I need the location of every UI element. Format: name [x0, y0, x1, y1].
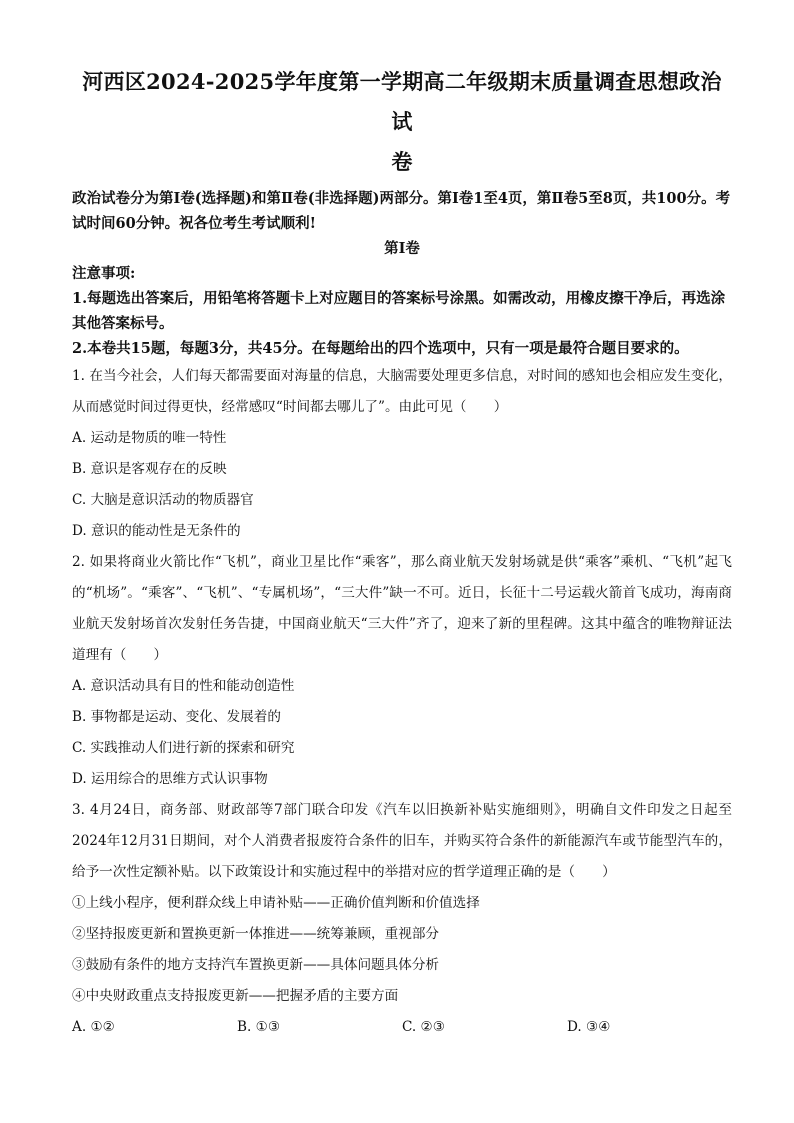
- option-d: D. 意识的能动性是无条件的: [72, 523, 241, 539]
- notice-item-1: 1.每题选出答案后，用铅笔将答题卡上对应题目的答案标号涂黑。如需改动，用橡皮擦干净后，再选涂其他答案标号。: [72, 290, 726, 332]
- option-b: B. 意识是客观存在的反映: [72, 461, 227, 477]
- notice-heading: 注意事项:: [72, 265, 136, 282]
- statement-3: ③鼓励有条件的地方支持汽车置换更新——具体问题具体分析: [72, 957, 440, 973]
- exam-page: [72, 0, 732, 1043]
- option-a: A. 运动是物质的唯一特性: [72, 430, 227, 446]
- option-c: C. 实践推动人们进行新的探索和研究: [72, 740, 295, 756]
- question-stem: 2. 如果将商业火箭比作“飞机”，商业卫星比作“乘客”，那么商业航天发射场就是供“乘客”乘机、“飞机”起飞的“机场”。“乘客”、“飞机”、“专属机场”，“三大件”缺一不可。近日，长征十二号运载火箭首飞成功，海南商业航天发射场首次发射任务告捷，中国商业航天“三大件”齐了，迎来了新的里程碑。这其中蕴含的唯物辩证法道理有（ ）: [72, 554, 732, 663]
- question-stem: 1. 在当今社会，人们每天都需要面对海量的信息，大脑需要处理更多信息，对时间的感知也会相应发生变化，从而感觉时间过得更快，经常感叹“时间都去哪儿了”。由此可见（ ）: [72, 368, 732, 415]
- option-b: B. ①③: [237, 1019, 281, 1035]
- statement-4: ④中央财政重点支持报废更新——把握矛盾的主要方面: [72, 988, 399, 1004]
- option-d: D. ③④: [567, 1019, 611, 1035]
- question-stem: 3. 4月24日，商务部、财政部等7部门联合印发《汽车以旧换新补贴实施细则》，明确自文件印发之日起至2024年12月31日期间，对个人消费者报废符合条件的旧车，并购买符合条件的新能源汽车或节能型汽车的，给予一次性定额补贴。以下政策设计和实施过程中的举措对应的哲学道理正确的是（ ）: [72, 802, 732, 880]
- section-heading: 第Ⅰ卷: [384, 240, 420, 257]
- question-2: [72, 547, 732, 795]
- title-line-1: 河西区2024-2025学年度第一学期高二年级期末质量调查思想政治试: [82, 69, 722, 134]
- exam-intro: 政治试卷分为第Ⅰ卷(选择题)和第Ⅱ卷(非选择题)两部分。第Ⅰ卷1至4页，第Ⅱ卷5至8页，共100分。考试时间60分钟。祝各位考生考试顺利!: [72, 190, 731, 232]
- option-d: D. 运用综合的思维方式认识事物: [72, 771, 268, 787]
- notice-item-2: 2.本卷共15题，每题3分，共45分。在每题给出的四个选项中，只有一项是最符合题目要求的。: [72, 340, 689, 357]
- question-1: [72, 361, 732, 547]
- exam-title: [72, 62, 732, 182]
- statement-1: ①上线小程序，便利群众线上申请补贴——正确价值判断和价值选择: [72, 895, 480, 911]
- option-c: C. 大脑是意识活动的物质器官: [72, 492, 254, 508]
- title-line-2: 卷: [391, 149, 413, 174]
- option-b: B. 事物都是运动、变化、发展着的: [72, 709, 281, 725]
- question-3: [72, 795, 732, 1043]
- option-a: A. ①②: [72, 1019, 115, 1035]
- option-a: A. 意识活动具有目的性和能动创造性: [72, 678, 295, 694]
- option-c: C. ②③: [402, 1019, 445, 1035]
- statement-2: ②坚持报废更新和置换更新一体推进——统筹兼顾，重视部分: [72, 926, 440, 942]
- options-row: [72, 1012, 732, 1043]
